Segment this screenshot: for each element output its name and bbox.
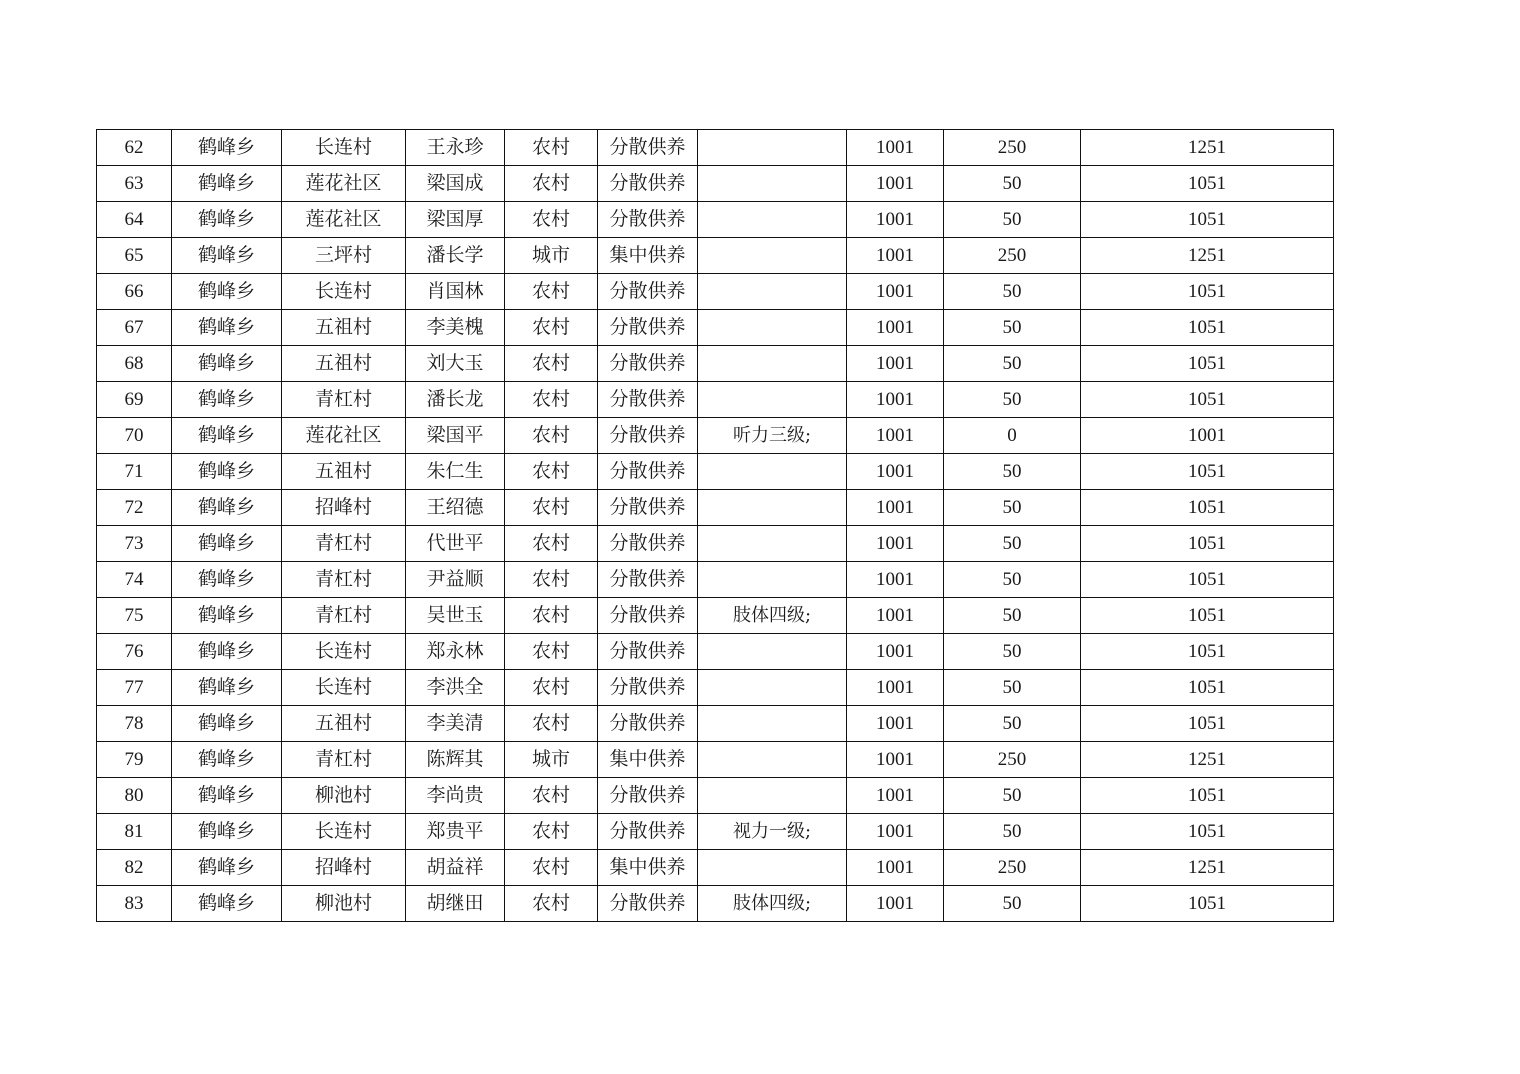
village-cell: 青杠村: [282, 742, 406, 778]
person-name-cell: 郑永林: [406, 634, 505, 670]
total-amount-cell: 1051: [1081, 562, 1334, 598]
township-cell: 鹤峰乡: [172, 166, 282, 202]
table-row: [97, 706, 1334, 742]
total-amount-cell: 1051: [1081, 526, 1334, 562]
area-type-cell: 农村: [505, 490, 598, 526]
area-type-cell: 农村: [505, 382, 598, 418]
support-mode-cell: 分散供养: [598, 670, 698, 706]
table-row: [97, 274, 1334, 310]
disability-cell: [698, 130, 847, 166]
support-mode-cell: 分散供养: [598, 634, 698, 670]
township-cell: 鹤峰乡: [172, 814, 282, 850]
person-name-cell: 刘大玉: [406, 346, 505, 382]
person-name-cell: 潘长龙: [406, 382, 505, 418]
serial-number-cell: 65: [97, 238, 172, 274]
table-row: [97, 166, 1334, 202]
base-amount-cell: 1001: [847, 166, 944, 202]
subsidy-amount-cell: 50: [944, 202, 1081, 238]
serial-number-cell: 79: [97, 742, 172, 778]
total-amount-cell: 1051: [1081, 598, 1334, 634]
township-cell: 鹤峰乡: [172, 346, 282, 382]
area-type-cell: 农村: [505, 202, 598, 238]
serial-number-cell: 75: [97, 598, 172, 634]
village-cell: 长连村: [282, 670, 406, 706]
subsidy-amount-cell: 50: [944, 382, 1081, 418]
total-amount-cell: 1051: [1081, 814, 1334, 850]
township-cell: 鹤峰乡: [172, 706, 282, 742]
person-name-cell: 李洪全: [406, 670, 505, 706]
table-row: [97, 346, 1334, 382]
area-type-cell: 农村: [505, 166, 598, 202]
township-cell: 鹤峰乡: [172, 886, 282, 922]
table-row: [97, 382, 1334, 418]
subsidy-amount-cell: 50: [944, 778, 1081, 814]
subsidy-amount-cell: 250: [944, 238, 1081, 274]
disability-cell: [698, 274, 847, 310]
serial-number-cell: 76: [97, 634, 172, 670]
village-cell: 青杠村: [282, 382, 406, 418]
total-amount-cell: 1051: [1081, 166, 1334, 202]
total-amount-cell: 1251: [1081, 130, 1334, 166]
subsidy-amount-cell: 250: [944, 850, 1081, 886]
base-amount-cell: 1001: [847, 382, 944, 418]
village-cell: 三坪村: [282, 238, 406, 274]
base-amount-cell: 1001: [847, 634, 944, 670]
table-row: [97, 238, 1334, 274]
disability-cell: 肢体四级;: [698, 598, 847, 634]
area-type-cell: 农村: [505, 310, 598, 346]
subsidy-amount-cell: 50: [944, 346, 1081, 382]
base-amount-cell: 1001: [847, 274, 944, 310]
base-amount-cell: 1001: [847, 742, 944, 778]
total-amount-cell: 1051: [1081, 670, 1334, 706]
person-name-cell: 胡继田: [406, 886, 505, 922]
township-cell: 鹤峰乡: [172, 778, 282, 814]
village-cell: 青杠村: [282, 598, 406, 634]
support-mode-cell: 分散供养: [598, 598, 698, 634]
person-name-cell: 郑贵平: [406, 814, 505, 850]
table-row: [97, 742, 1334, 778]
person-name-cell: 梁国平: [406, 418, 505, 454]
area-type-cell: 农村: [505, 814, 598, 850]
person-name-cell: 潘长学: [406, 238, 505, 274]
base-amount-cell: 1001: [847, 670, 944, 706]
township-cell: 鹤峰乡: [172, 598, 282, 634]
village-cell: 青杠村: [282, 526, 406, 562]
village-cell: 招峰村: [282, 490, 406, 526]
support-mode-cell: 分散供养: [598, 526, 698, 562]
base-amount-cell: 1001: [847, 418, 944, 454]
subsidy-amount-cell: 50: [944, 310, 1081, 346]
support-mode-cell: 集中供养: [598, 238, 698, 274]
subsidy-amount-cell: 50: [944, 526, 1081, 562]
subsidy-amount-cell: 50: [944, 454, 1081, 490]
person-name-cell: 朱仁生: [406, 454, 505, 490]
serial-number-cell: 74: [97, 562, 172, 598]
disability-cell: 肢体四级;: [698, 886, 847, 922]
support-mode-cell: 分散供养: [598, 490, 698, 526]
township-cell: 鹤峰乡: [172, 274, 282, 310]
serial-number-cell: 73: [97, 526, 172, 562]
total-amount-cell: 1051: [1081, 454, 1334, 490]
table-row: [97, 310, 1334, 346]
subsidy-amount-cell: 250: [944, 742, 1081, 778]
disability-cell: [698, 526, 847, 562]
support-mode-cell: 分散供养: [598, 274, 698, 310]
disability-cell: 听力三级;: [698, 418, 847, 454]
support-mode-cell: 分散供养: [598, 382, 698, 418]
table-row: [97, 814, 1334, 850]
roster-sheet: [96, 129, 1333, 922]
total-amount-cell: 1051: [1081, 382, 1334, 418]
disability-cell: [698, 454, 847, 490]
village-cell: 五祖村: [282, 706, 406, 742]
support-mode-cell: 分散供养: [598, 886, 698, 922]
base-amount-cell: 1001: [847, 202, 944, 238]
area-type-cell: 农村: [505, 346, 598, 382]
serial-number-cell: 68: [97, 346, 172, 382]
serial-number-cell: 64: [97, 202, 172, 238]
area-type-cell: 农村: [505, 418, 598, 454]
village-cell: 青杠村: [282, 562, 406, 598]
base-amount-cell: 1001: [847, 310, 944, 346]
serial-number-cell: 67: [97, 310, 172, 346]
support-mode-cell: 分散供养: [598, 166, 698, 202]
base-amount-cell: 1001: [847, 778, 944, 814]
disability-cell: [698, 706, 847, 742]
base-amount-cell: 1001: [847, 490, 944, 526]
table-row: [97, 202, 1334, 238]
person-name-cell: 王绍德: [406, 490, 505, 526]
serial-number-cell: 77: [97, 670, 172, 706]
total-amount-cell: 1051: [1081, 274, 1334, 310]
table-row: [97, 526, 1334, 562]
person-name-cell: 李美清: [406, 706, 505, 742]
village-cell: 长连村: [282, 634, 406, 670]
village-cell: 长连村: [282, 130, 406, 166]
table-row: [97, 886, 1334, 922]
area-type-cell: 农村: [505, 274, 598, 310]
area-type-cell: 农村: [505, 778, 598, 814]
total-amount-cell: 1251: [1081, 238, 1334, 274]
support-mode-cell: 分散供养: [598, 562, 698, 598]
township-cell: 鹤峰乡: [172, 634, 282, 670]
serial-number-cell: 78: [97, 706, 172, 742]
total-amount-cell: 1051: [1081, 778, 1334, 814]
total-amount-cell: 1051: [1081, 886, 1334, 922]
village-cell: 五祖村: [282, 310, 406, 346]
serial-number-cell: 83: [97, 886, 172, 922]
village-cell: 长连村: [282, 814, 406, 850]
disability-cell: 视力一级;: [698, 814, 847, 850]
disability-cell: [698, 382, 847, 418]
township-cell: 鹤峰乡: [172, 490, 282, 526]
disability-cell: [698, 238, 847, 274]
base-amount-cell: 1001: [847, 598, 944, 634]
total-amount-cell: 1051: [1081, 310, 1334, 346]
support-mode-cell: 分散供养: [598, 130, 698, 166]
disability-cell: [698, 346, 847, 382]
support-mode-cell: 集中供养: [598, 742, 698, 778]
subsidy-amount-cell: 50: [944, 706, 1081, 742]
village-cell: 柳池村: [282, 886, 406, 922]
table-row: [97, 130, 1334, 166]
roster-table: [96, 129, 1334, 922]
table-row: [97, 418, 1334, 454]
base-amount-cell: 1001: [847, 454, 944, 490]
roster-body: [97, 130, 1334, 922]
serial-number-cell: 69: [97, 382, 172, 418]
subsidy-amount-cell: 0: [944, 418, 1081, 454]
base-amount-cell: 1001: [847, 346, 944, 382]
area-type-cell: 农村: [505, 130, 598, 166]
subsidy-amount-cell: 50: [944, 166, 1081, 202]
township-cell: 鹤峰乡: [172, 562, 282, 598]
total-amount-cell: 1251: [1081, 850, 1334, 886]
total-amount-cell: 1051: [1081, 346, 1334, 382]
person-name-cell: 尹益顺: [406, 562, 505, 598]
base-amount-cell: 1001: [847, 886, 944, 922]
support-mode-cell: 集中供养: [598, 850, 698, 886]
support-mode-cell: 分散供养: [598, 346, 698, 382]
person-name-cell: 胡益祥: [406, 850, 505, 886]
table-row: [97, 490, 1334, 526]
disability-cell: [698, 742, 847, 778]
serial-number-cell: 66: [97, 274, 172, 310]
person-name-cell: 李尚贵: [406, 778, 505, 814]
area-type-cell: 农村: [505, 850, 598, 886]
table-row: [97, 634, 1334, 670]
support-mode-cell: 分散供养: [598, 706, 698, 742]
total-amount-cell: 1051: [1081, 202, 1334, 238]
subsidy-amount-cell: 50: [944, 562, 1081, 598]
person-name-cell: 陈辉其: [406, 742, 505, 778]
disability-cell: [698, 670, 847, 706]
support-mode-cell: 分散供养: [598, 778, 698, 814]
subsidy-amount-cell: 50: [944, 598, 1081, 634]
area-type-cell: 农村: [505, 598, 598, 634]
area-type-cell: 农村: [505, 886, 598, 922]
serial-number-cell: 70: [97, 418, 172, 454]
village-cell: 五祖村: [282, 454, 406, 490]
village-cell: 莲花社区: [282, 166, 406, 202]
serial-number-cell: 72: [97, 490, 172, 526]
area-type-cell: 城市: [505, 742, 598, 778]
subsidy-amount-cell: 50: [944, 814, 1081, 850]
base-amount-cell: 1001: [847, 238, 944, 274]
township-cell: 鹤峰乡: [172, 202, 282, 238]
village-cell: 莲花社区: [282, 202, 406, 238]
person-name-cell: 王永珍: [406, 130, 505, 166]
table-row: [97, 562, 1334, 598]
total-amount-cell: 1251: [1081, 742, 1334, 778]
area-type-cell: 农村: [505, 670, 598, 706]
township-cell: 鹤峰乡: [172, 130, 282, 166]
disability-cell: [698, 202, 847, 238]
disability-cell: [698, 166, 847, 202]
total-amount-cell: 1001: [1081, 418, 1334, 454]
base-amount-cell: 1001: [847, 130, 944, 166]
support-mode-cell: 分散供养: [598, 454, 698, 490]
person-name-cell: 代世平: [406, 526, 505, 562]
disability-cell: [698, 490, 847, 526]
disability-cell: [698, 562, 847, 598]
serial-number-cell: 82: [97, 850, 172, 886]
township-cell: 鹤峰乡: [172, 418, 282, 454]
person-name-cell: 梁国成: [406, 166, 505, 202]
subsidy-amount-cell: 50: [944, 634, 1081, 670]
base-amount-cell: 1001: [847, 814, 944, 850]
township-cell: 鹤峰乡: [172, 742, 282, 778]
support-mode-cell: 分散供养: [598, 418, 698, 454]
person-name-cell: 肖国林: [406, 274, 505, 310]
person-name-cell: 梁国厚: [406, 202, 505, 238]
subsidy-amount-cell: 250: [944, 130, 1081, 166]
subsidy-amount-cell: 50: [944, 274, 1081, 310]
area-type-cell: 农村: [505, 526, 598, 562]
table-row: [97, 778, 1334, 814]
township-cell: 鹤峰乡: [172, 238, 282, 274]
village-cell: 招峰村: [282, 850, 406, 886]
support-mode-cell: 分散供养: [598, 814, 698, 850]
table-row: [97, 598, 1334, 634]
disability-cell: [698, 310, 847, 346]
area-type-cell: 农村: [505, 454, 598, 490]
subsidy-amount-cell: 50: [944, 490, 1081, 526]
support-mode-cell: 分散供养: [598, 202, 698, 238]
person-name-cell: 李美槐: [406, 310, 505, 346]
table-row: [97, 850, 1334, 886]
person-name-cell: 吴世玉: [406, 598, 505, 634]
subsidy-amount-cell: 50: [944, 886, 1081, 922]
serial-number-cell: 71: [97, 454, 172, 490]
disability-cell: [698, 778, 847, 814]
base-amount-cell: 1001: [847, 706, 944, 742]
disability-cell: [698, 850, 847, 886]
base-amount-cell: 1001: [847, 526, 944, 562]
total-amount-cell: 1051: [1081, 634, 1334, 670]
township-cell: 鹤峰乡: [172, 670, 282, 706]
total-amount-cell: 1051: [1081, 706, 1334, 742]
serial-number-cell: 81: [97, 814, 172, 850]
village-cell: 五祖村: [282, 346, 406, 382]
township-cell: 鹤峰乡: [172, 526, 282, 562]
area-type-cell: 农村: [505, 634, 598, 670]
table-row: [97, 670, 1334, 706]
township-cell: 鹤峰乡: [172, 454, 282, 490]
township-cell: 鹤峰乡: [172, 382, 282, 418]
serial-number-cell: 63: [97, 166, 172, 202]
serial-number-cell: 80: [97, 778, 172, 814]
township-cell: 鹤峰乡: [172, 850, 282, 886]
table-row: [97, 454, 1334, 490]
subsidy-amount-cell: 50: [944, 670, 1081, 706]
area-type-cell: 农村: [505, 562, 598, 598]
township-cell: 鹤峰乡: [172, 310, 282, 346]
serial-number-cell: 62: [97, 130, 172, 166]
village-cell: 莲花社区: [282, 418, 406, 454]
base-amount-cell: 1001: [847, 850, 944, 886]
village-cell: 柳池村: [282, 778, 406, 814]
area-type-cell: 农村: [505, 706, 598, 742]
village-cell: 长连村: [282, 274, 406, 310]
total-amount-cell: 1051: [1081, 490, 1334, 526]
area-type-cell: 城市: [505, 238, 598, 274]
disability-cell: [698, 634, 847, 670]
support-mode-cell: 分散供养: [598, 310, 698, 346]
base-amount-cell: 1001: [847, 562, 944, 598]
